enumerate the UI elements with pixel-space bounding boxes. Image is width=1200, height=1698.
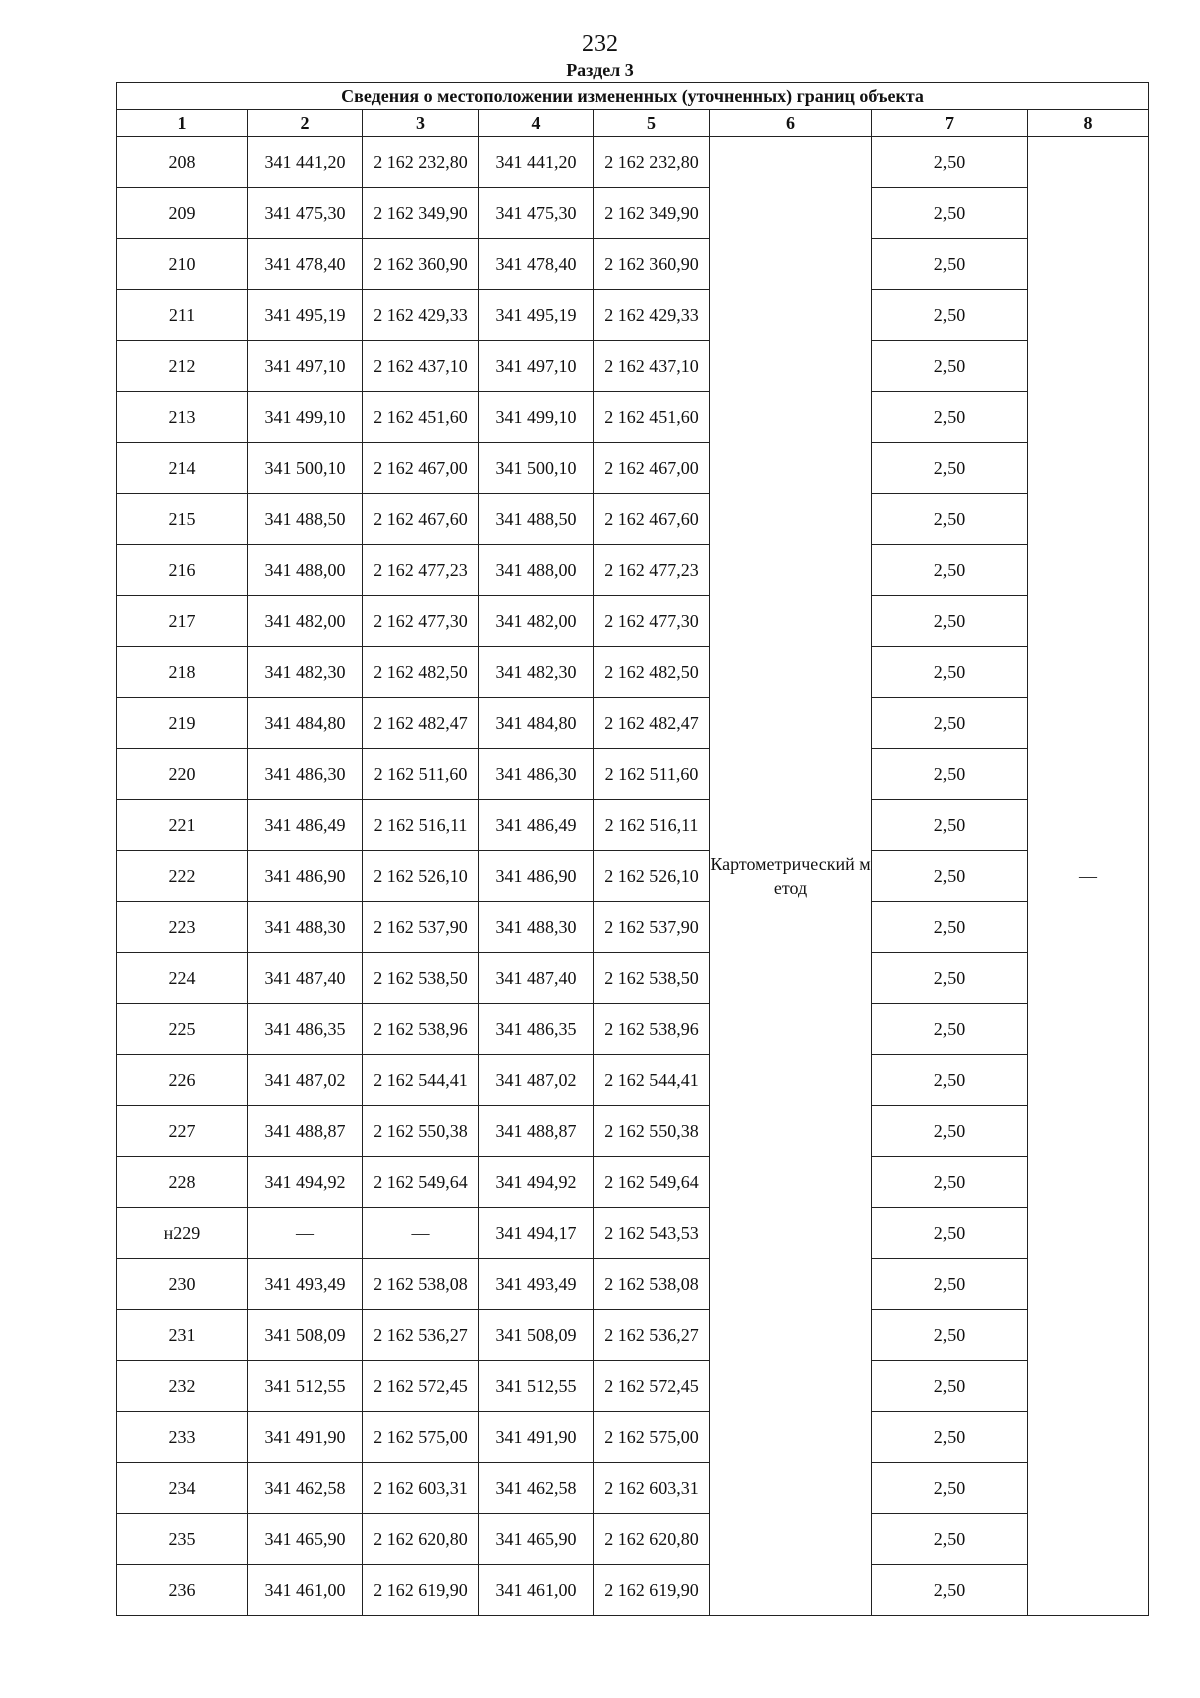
old-x-cell: — [248,1208,363,1259]
old-x-cell: 341 488,00 [248,545,363,596]
old-y-cell: 2 162 451,60 [363,392,479,443]
boundary-coordinates-table [116,82,1149,1616]
old-y-cell: 2 162 482,47 [363,698,479,749]
old-x-cell: 341 486,30 [248,749,363,800]
new-y-cell: 2 162 467,60 [594,494,710,545]
new-y-cell: 2 162 537,90 [594,902,710,953]
old-x-cell: 341 488,50 [248,494,363,545]
col8-cell: — [1028,137,1149,1616]
table-row [117,494,1149,545]
old-x-cell: 341 462,58 [248,1463,363,1514]
new-x-cell: 341 441,20 [479,137,594,188]
old-y-cell: 2 162 526,10 [363,851,479,902]
point-number-cell: 223 [117,902,248,953]
accuracy-cell: 2,50 [872,1259,1028,1310]
accuracy-cell: 2,50 [872,596,1028,647]
old-y-cell: 2 162 619,90 [363,1565,479,1616]
point-number-cell: 219 [117,698,248,749]
table-row [117,392,1149,443]
table-row [117,1514,1149,1565]
old-x-cell: 341 441,20 [248,137,363,188]
table-row [117,1361,1149,1412]
new-x-cell: 341 497,10 [479,341,594,392]
table-row [117,290,1149,341]
old-y-cell: 2 162 538,50 [363,953,479,1004]
old-y-cell: 2 162 538,08 [363,1259,479,1310]
old-x-cell: 341 488,87 [248,1106,363,1157]
new-y-cell: 2 162 536,27 [594,1310,710,1361]
old-x-cell: 341 486,35 [248,1004,363,1055]
point-number-cell: 236 [117,1565,248,1616]
table-row [117,1412,1149,1463]
accuracy-cell: 2,50 [872,851,1028,902]
old-x-cell: 341 486,49 [248,800,363,851]
new-y-cell: 2 162 572,45 [594,1361,710,1412]
old-x-cell: 341 497,10 [248,341,363,392]
new-y-cell: 2 162 511,60 [594,749,710,800]
table-row [117,1463,1149,1514]
new-y-cell: 2 162 232,80 [594,137,710,188]
new-y-cell: 2 162 429,33 [594,290,710,341]
table-row [117,1004,1149,1055]
new-x-cell: 341 500,10 [479,443,594,494]
table-row [117,137,1149,188]
new-y-cell: 2 162 467,00 [594,443,710,494]
table-row [117,902,1149,953]
point-number-cell: 224 [117,953,248,1004]
accuracy-cell: 2,50 [872,392,1028,443]
column-number-header: 6 [710,110,872,137]
accuracy-cell: 2,50 [872,494,1028,545]
new-x-cell: 341 478,40 [479,239,594,290]
table-row [117,1055,1149,1106]
accuracy-cell: 2,50 [872,749,1028,800]
new-x-cell: 341 512,55 [479,1361,594,1412]
old-y-cell: 2 162 482,50 [363,647,479,698]
accuracy-cell: 2,50 [872,1412,1028,1463]
accuracy-cell: 2,50 [872,902,1028,953]
old-y-cell: 2 162 620,80 [363,1514,479,1565]
new-x-cell: 341 493,49 [479,1259,594,1310]
table-row [117,239,1149,290]
old-y-cell: 2 162 477,30 [363,596,479,647]
new-x-cell: 341 461,00 [479,1565,594,1616]
old-x-cell: 341 461,00 [248,1565,363,1616]
point-number-cell: 234 [117,1463,248,1514]
old-x-cell: 341 482,30 [248,647,363,698]
new-x-cell: 341 475,30 [479,188,594,239]
point-number-cell: 227 [117,1106,248,1157]
old-x-cell: 341 487,02 [248,1055,363,1106]
accuracy-cell: 2,50 [872,188,1028,239]
old-y-cell: 2 162 477,23 [363,545,479,596]
table-row [117,647,1149,698]
new-y-cell: 2 162 549,64 [594,1157,710,1208]
table-row [117,596,1149,647]
old-x-cell: 341 486,90 [248,851,363,902]
new-y-cell: 2 162 575,00 [594,1412,710,1463]
point-number-cell: 233 [117,1412,248,1463]
new-y-cell: 2 162 516,11 [594,800,710,851]
point-number-cell: 222 [117,851,248,902]
point-number-cell: 214 [117,443,248,494]
old-x-cell: 341 508,09 [248,1310,363,1361]
point-number-cell: 217 [117,596,248,647]
new-x-cell: 341 487,02 [479,1055,594,1106]
point-number-cell: 220 [117,749,248,800]
old-y-cell: 2 162 550,38 [363,1106,479,1157]
old-y-cell: 2 162 549,64 [363,1157,479,1208]
old-y-cell: 2 162 537,90 [363,902,479,953]
new-x-cell: 341 482,30 [479,647,594,698]
old-y-cell: 2 162 232,80 [363,137,479,188]
accuracy-cell: 2,50 [872,647,1028,698]
table-row [117,545,1149,596]
table-row [117,749,1149,800]
point-number-cell: 208 [117,137,248,188]
point-number-cell: 232 [117,1361,248,1412]
old-y-cell: 2 162 511,60 [363,749,479,800]
point-number-cell: 213 [117,392,248,443]
new-y-cell: 2 162 526,10 [594,851,710,902]
old-x-cell: 341 494,92 [248,1157,363,1208]
old-y-cell: 2 162 467,60 [363,494,479,545]
old-y-cell: 2 162 467,00 [363,443,479,494]
accuracy-cell: 2,50 [872,239,1028,290]
new-y-cell: 2 162 620,80 [594,1514,710,1565]
method-cell: Картометрический метод [710,137,872,1616]
accuracy-cell: 2,50 [872,1004,1028,1055]
column-number-header: 1 [117,110,248,137]
old-x-cell: 341 478,40 [248,239,363,290]
point-number-cell: н229 [117,1208,248,1259]
old-y-cell: 2 162 572,45 [363,1361,479,1412]
new-y-cell: 2 162 482,50 [594,647,710,698]
old-x-cell: 341 500,10 [248,443,363,494]
new-y-cell: 2 162 349,90 [594,188,710,239]
new-y-cell: 2 162 451,60 [594,392,710,443]
old-y-cell: 2 162 349,90 [363,188,479,239]
table-row [117,851,1149,902]
accuracy-cell: 2,50 [872,1361,1028,1412]
old-x-cell: 341 465,90 [248,1514,363,1565]
accuracy-cell: 2,50 [872,1208,1028,1259]
new-x-cell: 341 462,58 [479,1463,594,1514]
point-number-cell: 231 [117,1310,248,1361]
old-y-cell: 2 162 437,10 [363,341,479,392]
point-number-cell: 225 [117,1004,248,1055]
table-row [117,1208,1149,1259]
accuracy-cell: 2,50 [872,1157,1028,1208]
old-x-cell: 341 487,40 [248,953,363,1004]
point-number-cell: 228 [117,1157,248,1208]
new-x-cell: 341 508,09 [479,1310,594,1361]
new-x-cell: 341 488,50 [479,494,594,545]
point-number-cell: 215 [117,494,248,545]
old-x-cell: 341 493,49 [248,1259,363,1310]
old-y-cell: 2 162 536,27 [363,1310,479,1361]
new-x-cell: 341 491,90 [479,1412,594,1463]
old-x-cell: 341 488,30 [248,902,363,953]
accuracy-cell: 2,50 [872,1463,1028,1514]
table-row [117,1565,1149,1616]
point-number-cell: 216 [117,545,248,596]
new-x-cell: 341 495,19 [479,290,594,341]
old-x-cell: 341 491,90 [248,1412,363,1463]
point-number-cell: 235 [117,1514,248,1565]
new-y-cell: 2 162 360,90 [594,239,710,290]
accuracy-cell: 2,50 [872,800,1028,851]
new-y-cell: 2 162 437,10 [594,341,710,392]
column-number-header: 3 [363,110,479,137]
accuracy-cell: 2,50 [872,443,1028,494]
accuracy-cell: 2,50 [872,290,1028,341]
new-x-cell: 341 499,10 [479,392,594,443]
old-y-cell: 2 162 544,41 [363,1055,479,1106]
accuracy-cell: 2,50 [872,1310,1028,1361]
point-number-cell: 230 [117,1259,248,1310]
old-y-cell: 2 162 360,90 [363,239,479,290]
new-x-cell: 341 488,30 [479,902,594,953]
accuracy-cell: 2,50 [872,545,1028,596]
new-y-cell: 2 162 550,38 [594,1106,710,1157]
point-number-cell: 226 [117,1055,248,1106]
accuracy-cell: 2,50 [872,698,1028,749]
table-row [117,1157,1149,1208]
new-y-cell: 2 162 538,50 [594,953,710,1004]
point-number-cell: 211 [117,290,248,341]
new-y-cell: 2 162 603,31 [594,1463,710,1514]
old-y-cell: — [363,1208,479,1259]
accuracy-cell: 2,50 [872,1055,1028,1106]
old-y-cell: 2 162 429,33 [363,290,479,341]
old-y-cell: 2 162 575,00 [363,1412,479,1463]
accuracy-cell: 2,50 [872,953,1028,1004]
page-number: 232 [582,31,618,57]
old-x-cell: 341 495,19 [248,290,363,341]
old-y-cell: 2 162 603,31 [363,1463,479,1514]
column-number-header: 7 [872,110,1028,137]
point-number-cell: 221 [117,800,248,851]
new-x-cell: 341 465,90 [479,1514,594,1565]
new-x-cell: 341 484,80 [479,698,594,749]
old-x-cell: 341 475,30 [248,188,363,239]
point-number-cell: 212 [117,341,248,392]
table-caption: Сведения о местоположении измененных (уточненных) границ объекта [117,83,1149,110]
old-y-cell: 2 162 516,11 [363,800,479,851]
old-x-cell: 341 482,00 [248,596,363,647]
new-x-cell: 341 488,87 [479,1106,594,1157]
accuracy-cell: 2,50 [872,137,1028,188]
new-x-cell: 341 488,00 [479,545,594,596]
table-row [117,698,1149,749]
accuracy-cell: 2,50 [872,1514,1028,1565]
new-y-cell: 2 162 477,23 [594,545,710,596]
new-y-cell: 2 162 543,53 [594,1208,710,1259]
new-y-cell: 2 162 544,41 [594,1055,710,1106]
column-number-header: 8 [1028,110,1149,137]
old-x-cell: 341 512,55 [248,1361,363,1412]
table-row [117,1106,1149,1157]
old-y-cell: 2 162 538,96 [363,1004,479,1055]
accuracy-cell: 2,50 [872,341,1028,392]
point-number-cell: 209 [117,188,248,239]
new-y-cell: 2 162 538,96 [594,1004,710,1055]
table-row [117,188,1149,239]
accuracy-cell: 2,50 [872,1106,1028,1157]
table-row [117,341,1149,392]
column-number-header: 5 [594,110,710,137]
new-x-cell: 341 482,00 [479,596,594,647]
new-y-cell: 2 162 482,47 [594,698,710,749]
new-x-cell: 341 486,30 [479,749,594,800]
new-x-cell: 341 494,92 [479,1157,594,1208]
table-row [117,800,1149,851]
new-y-cell: 2 162 477,30 [594,596,710,647]
new-x-cell: 341 494,17 [479,1208,594,1259]
table-row [117,953,1149,1004]
new-y-cell: 2 162 619,90 [594,1565,710,1616]
new-x-cell: 341 487,40 [479,953,594,1004]
table-row [117,1259,1149,1310]
accuracy-cell: 2,50 [872,1565,1028,1616]
section-title: Раздел 3 [566,60,634,80]
new-x-cell: 341 486,49 [479,800,594,851]
new-x-cell: 341 486,35 [479,1004,594,1055]
new-y-cell: 2 162 538,08 [594,1259,710,1310]
column-number-header: 2 [248,110,363,137]
table-row [117,443,1149,494]
point-number-cell: 218 [117,647,248,698]
point-number-cell: 210 [117,239,248,290]
old-x-cell: 341 499,10 [248,392,363,443]
old-x-cell: 341 484,80 [248,698,363,749]
column-number-header: 4 [479,110,594,137]
table-row [117,1310,1149,1361]
new-x-cell: 341 486,90 [479,851,594,902]
